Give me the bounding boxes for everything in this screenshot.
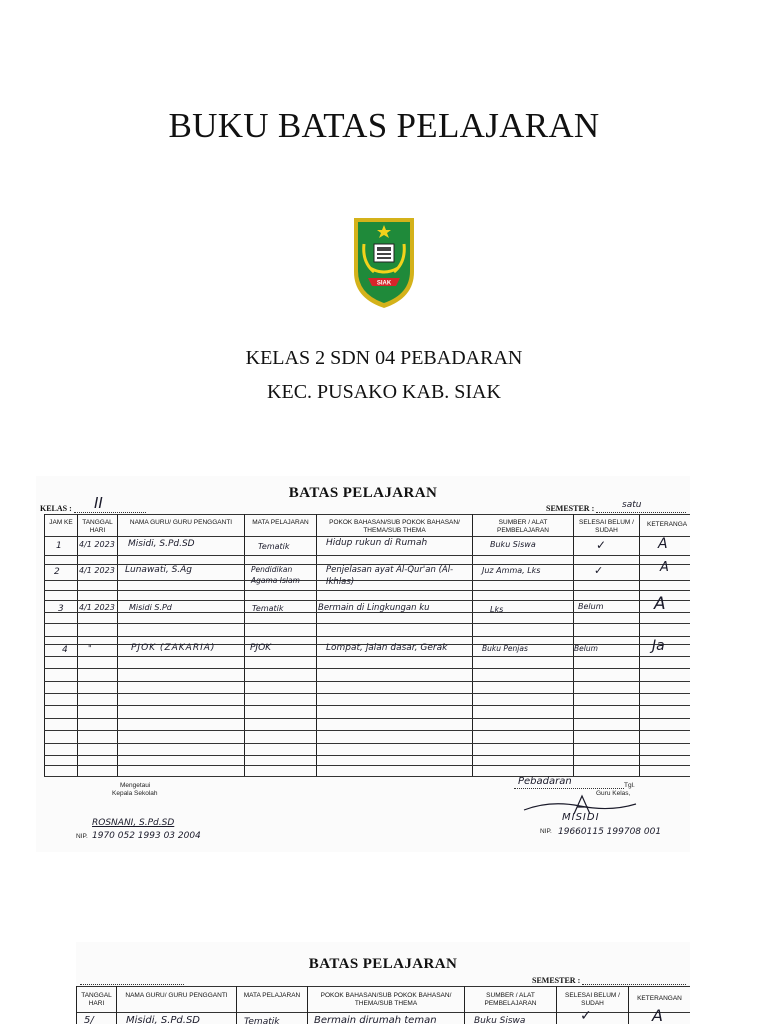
subtitle-class-school: KELAS 2 SDN 04 PEBADARAN [245, 347, 523, 369]
tanggal-label: Tgl. [624, 782, 635, 789]
form-2-row1-tanggal: 5/ [84, 1015, 94, 1024]
kepala-sekolah-name: ROSNANI, S.Pd.SD [92, 818, 175, 828]
row2-sumber: Juz Amma, Lks [482, 566, 541, 575]
row2-tanggal: 4/1 2023 [79, 566, 115, 575]
row3-jam: 3 [58, 604, 64, 614]
form-2-col-guru: NAMA GURU/ GURU PENGGANTI [125, 992, 228, 999]
guru-kelas-label: Guru Kelas, [596, 790, 631, 797]
row3-tanggal: 4/1 2023 [79, 603, 115, 612]
row3-mapel: Tematik [252, 604, 284, 613]
row1-selesai: ✓ [596, 538, 607, 552]
row3-keterangan: A [654, 594, 666, 614]
form-2-col-pokok: POKOK BAHASAN/SUB POKOK BAHASAN/ THEMA/SUB THEMA [320, 992, 452, 1007]
form-2-semester-label: SEMESTER : [532, 976, 581, 985]
row2-mapel: Pendidikan Agama Islam [251, 565, 300, 585]
row4-mapel: PJOK [250, 643, 272, 653]
form-2-row1-guru: Misidi, S.Pd.SD [126, 1015, 201, 1024]
row4-selesai: Belum [574, 644, 598, 653]
form-1-title: BATAS PELAJARAN [288, 485, 438, 501]
kepala-nip: 1970 052 1993 03 2004 [92, 831, 201, 841]
semester-value: satu [622, 500, 642, 510]
row2-jam: 2 [54, 567, 60, 577]
row4-tanggal: " [88, 644, 92, 653]
row4-jam: 4 [62, 645, 68, 655]
row2-guru: Lunawati, S.Ag [125, 565, 193, 575]
guru-nip-label: NIP. [540, 828, 552, 835]
kelas-value: II [94, 494, 103, 512]
guru-kelas-name: MISIDI [562, 812, 600, 823]
form-2-col-selesai: SELESAI BELUM / SUDAH [565, 992, 620, 1007]
col-sumber: SUMBER / ALAT PEMBELAJARAN [496, 519, 550, 534]
form-2-col-mapel: MATA PELAJARAN [243, 992, 301, 999]
kelas-label: KELAS : [40, 504, 72, 513]
row4-keterangan: Ja [652, 638, 665, 654]
row1-pokok: Hidup rukun di Rumah [326, 538, 428, 548]
row3-sumber: Lks [490, 605, 504, 614]
form-2-row1-sumber: Buku Siswa [474, 1016, 526, 1024]
row2-pokok: Penjelasan ayat Al-Qur'an (Al-Ikhlas) [326, 565, 454, 587]
form-2-col-tanggal: TANGGAL HARI [81, 992, 112, 1007]
kepala-sekolah-label: Kepala Sekolah [112, 790, 158, 797]
col-tanggal-hari: TANGGAL HARI [82, 519, 113, 534]
row1-mapel: Tematik [258, 542, 290, 551]
col-jam-ke: JAM KE [49, 519, 73, 526]
kepala-nip-label: NIP. [76, 833, 88, 840]
row1-guru: Misidi, S.Pd.SD [128, 539, 195, 549]
form-2-row1-mapel: Tematik [244, 1017, 280, 1024]
logo-label: SIAK [376, 280, 392, 287]
scanned-form-2 [76, 942, 690, 1024]
row4-guru: PJOK (ZAKARIA) [131, 643, 216, 653]
row4-sumber: Buku Penjas [482, 644, 528, 653]
row4-pokok: Lompat, jalan dasar, Gerak [326, 643, 448, 653]
form-2-row1-pokok: Bermain dirumah teman [314, 1015, 437, 1024]
row3-guru: Misidi S.Pd [129, 603, 172, 612]
col-mata-pelajaran: MATA PELAJARAN [252, 519, 309, 526]
row1-keterangan: A [658, 536, 668, 552]
row2-keterangan: A [660, 560, 669, 575]
form-2-row1-keterangan: A [652, 1006, 663, 1024]
col-selesai: SELESAI BELUM / SUDAH [579, 519, 634, 534]
form-2-title: BATAS PELAJARAN [308, 956, 458, 972]
place-handwritten: Pebadaran [518, 776, 572, 787]
page-title: BUKU BATAS PELAJARAN [168, 106, 600, 145]
scanned-form-1 [36, 476, 690, 852]
siak-regency-emblem-icon [350, 214, 418, 310]
col-pokok-bahasan: POKOK BAHASAN/SUB POKOK BAHASAN/ THEMA/SUB THEMA [329, 519, 460, 534]
mengetahui-label: Mengetaui [120, 782, 151, 789]
col-nama-guru: NAMA GURU/ GURU PENGGANTI [129, 519, 233, 526]
semester-label: SEMESTER : [546, 504, 595, 513]
form-2-row1-selesai: ✓ [580, 1008, 592, 1024]
col-keterangan: KETERANGA [647, 521, 688, 528]
guru-nip: 19660115 199708 001 [558, 827, 662, 837]
row1-sumber: Buku Siswa [490, 540, 536, 549]
row1-jam: 1 [56, 541, 62, 551]
row3-selesai: Belum [578, 602, 604, 611]
subtitle-district: KEC. PUSAKO KAB. SIAK [267, 381, 501, 403]
form-2-col-keterangan: KETERANGAN [637, 995, 682, 1002]
row2-selesai: ✓ [594, 564, 604, 577]
row1-tanggal: 4/1 2023 [79, 540, 115, 549]
row3-pokok: Bermain di Lingkungan ku [318, 603, 430, 613]
form-2-col-sumber: SUMBER / ALAT PEMBELAJARAN [484, 992, 537, 1007]
